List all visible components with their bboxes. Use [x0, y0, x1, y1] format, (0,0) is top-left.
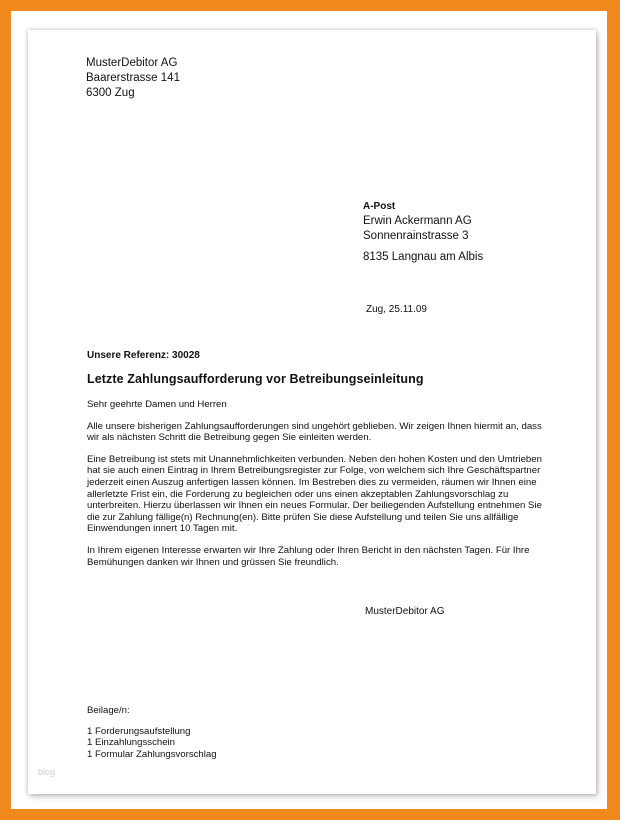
enclosure-item: 1 Formular Zahlungsvorschlag: [87, 748, 217, 760]
paragraph-3: In Ihrem eigenen Interesse erwarten wir Ihre Zahlung oder Ihren Bericht in den nächsten Tagen. Für Ihre Bemühungen danken wir Ihnen und grüssen Sie freundlich.: [87, 544, 530, 568]
enclosures-label: Beilage/n:: [87, 705, 130, 716]
sender-city: 6300 Zug: [86, 87, 135, 99]
sender-name: MusterDebitor AG: [86, 57, 178, 69]
reference-number: Unsere Referenz: 30028: [87, 350, 200, 361]
letter-subject: Letzte Zahlungsaufforderung vor Betreibungseinleitung: [87, 372, 424, 386]
letter-body: [87, 399, 547, 578]
paragraph-2: Eine Betreibung ist stets mit Unannehmlichkeiten verbunden. Neben den hohen Kosten und den Umtrieben hat sie auch einen Eintrag in Ihrem Betreibungsregister zur Folge, von welchem sich Ihre Geschäftspartner jederzeit einen Auszug anfertigen lassen können. Im Bestreben dies zu vermeiden, räumen wir Ihnen eine allerletzte Frist ein, die Forderung zu begleichen oder uns einen akzeptablen Zahlungsvorschlag zu unterbreiten. Hierzu überlassen wir Ihnen ein neues Formular. Der beiliegenden Aufstellung entnehmen Sie die zur Zahlung fällige(n) Rechnung(en). Bitte prüfen Sie diese Aufstellung und teilen Sie uns allfällige Einwendungen innert 10 Tagen mit.: [87, 453, 542, 535]
paragraph-1: Alle unsere bisherigen Zahlungsaufforderungen sind ungehört geblieben. Wir zeigen Ihnen hiermit an, dass wir als nächsten Schritt die Betreibung gegen Sie einleiten werden.: [87, 420, 542, 444]
enclosure-item: 1 Forderungsaufstellung: [87, 725, 191, 737]
sender-address: [86, 56, 180, 101]
recipient-city: 8135 Langnau am Albis: [363, 251, 484, 263]
closing-signature: MusterDebitor AG: [365, 606, 445, 617]
shipping-method: A-Post: [363, 201, 396, 212]
watermark-text: blog: [38, 767, 56, 777]
salutation: Sehr geehrte Damen und Herren: [87, 399, 227, 410]
recipient-name: Erwin Ackermann AG: [363, 215, 472, 227]
recipient-street: Sonnenrainstrasse 3: [363, 230, 469, 242]
enclosure-item: 1 Einzahlungsschein: [87, 737, 176, 749]
sender-street: Baarerstrasse 141: [86, 72, 180, 84]
letter-date: Zug, 25.11.09: [366, 304, 427, 315]
recipient-address: [363, 200, 483, 265]
enclosures: [87, 705, 217, 760]
